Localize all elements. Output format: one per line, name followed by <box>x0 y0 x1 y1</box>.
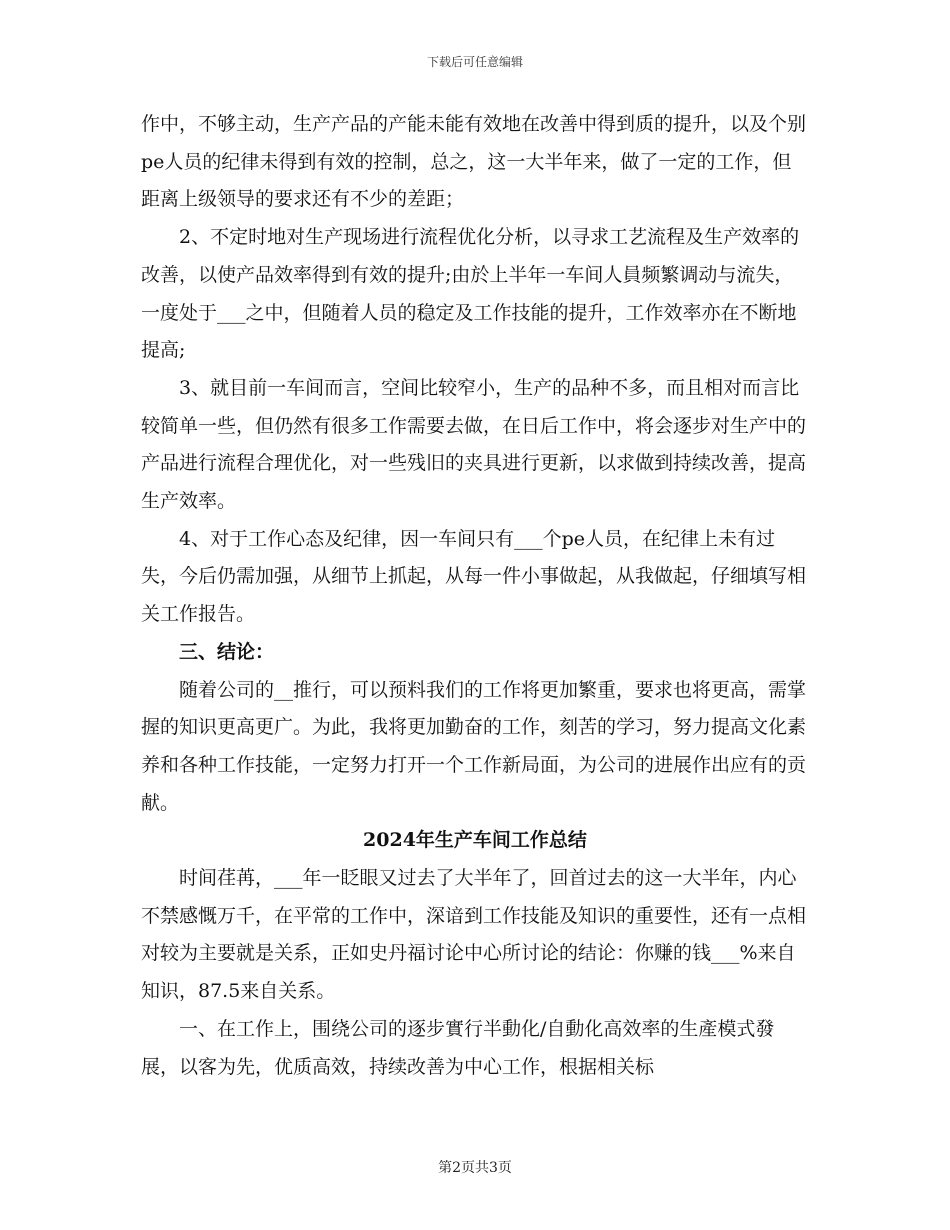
paragraph-item-3: 3、就目前一车间而言，空间比较窄小，生产的品种不多，而且相对而言比较简单一些，但仍然有很多工作需要去做，在日后工作中，将会逐步对生产中的产品进行流程合理优化，对一些残旧的夹具进行更新，以求做到持续改善，提高生产效率。 <box>141 376 807 513</box>
document-title: 2024年生产车间工作总结 <box>363 829 587 852</box>
paragraph-conclusion: 随着公司的__推行，可以预料我们的工作将更加繁重，要求也将更高，需掌握的知识更高更广。为此，我将更加勤奋的工作，刻苦的学习，努力提高文化素养和各种工作技能，一定努力打开一个工作新局面，为公司的进展作出应有的贡献。 <box>141 678 807 814</box>
paragraph-item-4: 4、对于工作心态及纪律，因一车间只有___个pe人员，在纪律上未有过失，今后仍需加强，从细节上抓起，从每一件小事做起，从我做起，仔细填写相关工作报告。 <box>141 527 807 626</box>
page-header: 下载后可任意编辑 <box>426 55 523 69</box>
document-body <box>141 106 809 1086</box>
paragraph-continuation: 作中，不够主动，生产产品的产能未能有效地在改善中得到质的提升，以及个别pe人员的纪律未得到有效的控制，总之，这一大半年来，做了一定的工作，但距离上级领导的要求还有不少的差距； <box>141 113 807 211</box>
paragraph-section-one: 一、在工作上，围绕公司的逐步實行半動化/自動化高效率的生產模式發展，以客为先，优质高效，持续改善为中心工作，根据相关标 <box>141 1017 775 1078</box>
section-heading-conclusion: 三、结论： <box>179 640 275 663</box>
paragraph-item-2: 2、不定时地对生产现场进行流程优化分析，以寻求工艺流程及生产效率的改善，以使产品效率得到有效的提升;由於上半年一车间人員频繁调动与流失，一度处于___之中，但随着人员的稳定及工作技能的提升，工作效率亦在不断地提高; <box>141 226 800 362</box>
page-footer: 第2页共3页 <box>438 1160 512 1176</box>
paragraph-intro: 时间荏苒，___年一眨眼又过去了大半年了，回首过去的这一大半年，内心不禁感慨万千，在平常的工作中，深谙到工作技能及知识的重要性，还有一点相对较为主要就是关系，正如史丹福讨论中心所讨论的结论：你赚的钱___%来自知识，87.5来自关系。 <box>141 867 807 1003</box>
